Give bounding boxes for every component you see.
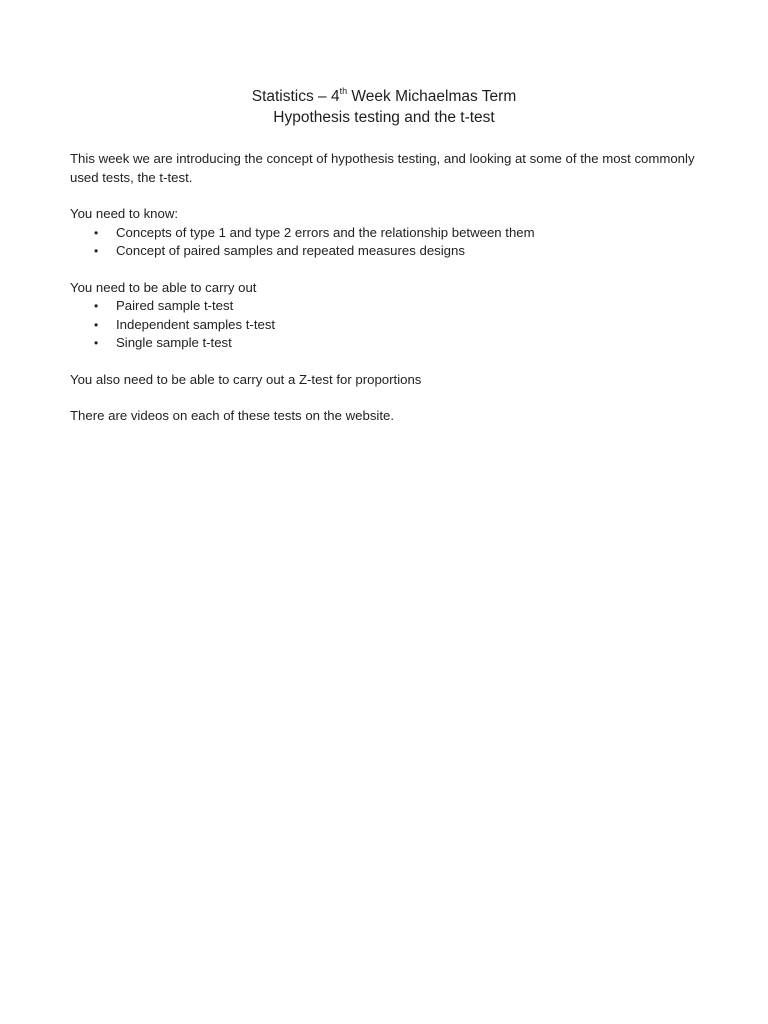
- videos-paragraph: There are videos on each of these tests on the website.: [70, 408, 395, 423]
- list-item-text: Single sample t-test: [116, 335, 232, 350]
- spacer: [70, 353, 710, 371]
- carry-out-list: [70, 297, 710, 353]
- ztest-paragraph: You also need to be able to carry out a Z-test for proportions: [70, 371, 422, 387]
- title-prefix: Statistics – 4: [251, 88, 340, 105]
- document-title: [0, 86, 768, 128]
- spacer: [70, 187, 710, 205]
- bullet-icon: •: [94, 244, 99, 258]
- list-item-text: Independent samples t-test: [116, 316, 276, 332]
- spacer: [70, 261, 710, 279]
- list-item: [70, 224, 710, 243]
- bullet-icon: •: [94, 225, 99, 240]
- title-line-2: Hypothesis testing and the t-test: [273, 109, 495, 126]
- know-heading: You need to know:: [70, 206, 179, 221]
- list-item: [70, 316, 710, 335]
- title-superscript: th: [339, 85, 348, 96]
- bullet-icon: •: [94, 317, 99, 332]
- list-item-text: Concept of paired samples and repeated measures designs: [116, 243, 465, 258]
- intro-paragraph: This week we are introducing the concept of hypothesis testing, and looking at some of the most commonly used tests, the t-test.: [70, 151, 695, 185]
- know-list: [70, 224, 710, 261]
- list-item-text: Concepts of type 1 and type 2 errors and the relationship between them: [116, 224, 535, 240]
- title-suffix: Week Michaelmas Term: [347, 88, 517, 105]
- bullet-icon: •: [94, 336, 99, 350]
- bullet-icon: •: [94, 299, 99, 313]
- list-item: [70, 297, 710, 316]
- list-item: [70, 242, 710, 261]
- carry-out-heading: You need to be able to carry out: [70, 279, 257, 295]
- document-body: [70, 150, 710, 426]
- title-line-1: [0, 86, 768, 107]
- list-item-text: Paired sample t-test: [116, 298, 234, 313]
- list-item: [70, 334, 710, 353]
- spacer: [70, 389, 710, 407]
